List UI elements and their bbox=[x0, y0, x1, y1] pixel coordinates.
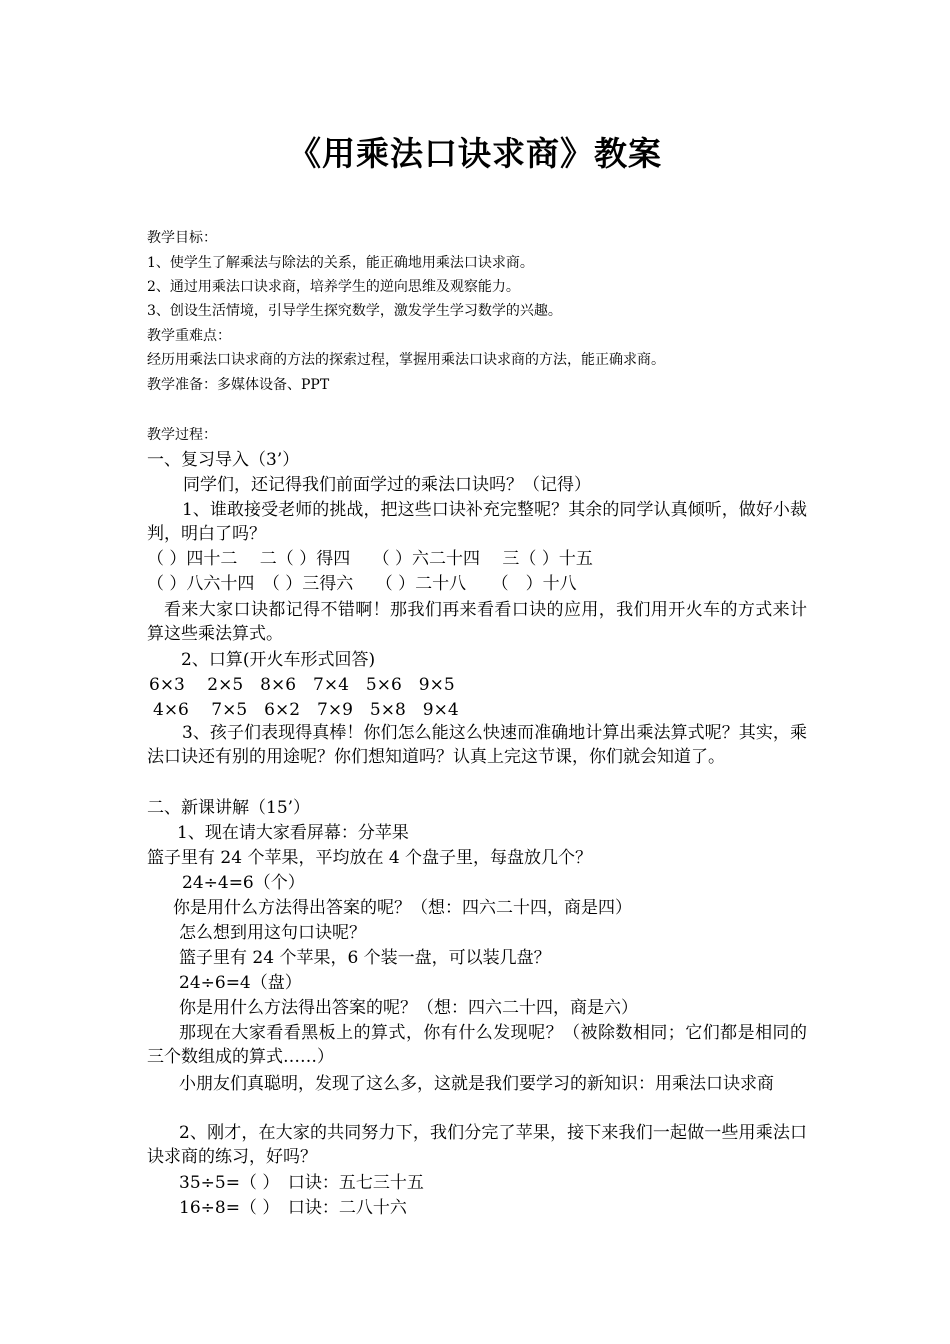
fill-blank-row: （ ）四十二 二（ ）得四 （ ）六二十四 三（ ）十五 bbox=[147, 549, 593, 569]
fill-blank-row: （ ）八六十四 （ ）三得六 （ ）二十八 （ ）十八 bbox=[147, 574, 577, 594]
new-lesson-step-2: 2、刚才，在大家的共同努力下，我们分完了苹果，接下来我们一起做一些用乘法口诀求商的练习，好吗？ bbox=[147, 1123, 807, 1167]
problem-text: 篮子里有 24 个苹果，平均放在 4 个盘子里，每盘放几个？ bbox=[147, 848, 593, 868]
difficulty-heading: 教学重难点： bbox=[147, 328, 231, 344]
difficulty-text: 经历用乘法口诀求商的方法的探索过程，掌握用乘法口诀求商的方法，能正确求商。 bbox=[147, 352, 665, 368]
oral-calc-row: 6×3 2×5 8×6 7×4 5×6 9×5 bbox=[149, 675, 455, 695]
exercise-item: 16÷8=（ ） 口诀：二八十六 bbox=[179, 1198, 407, 1218]
goal-item: 1、使学生了解乘法与除法的关系，能正确地用乘法口诀求商。 bbox=[147, 255, 534, 271]
question-text: 你是用什么方法得出答案的呢？（想：四六二十四，商是六） bbox=[179, 998, 638, 1018]
goals-heading: 教学目标： bbox=[147, 230, 217, 246]
document-title: 《用乘法口诀求商》教案 bbox=[288, 134, 662, 173]
goal-item: 2、通过用乘法口诀求商，培养学生的逆向思维及观察能力。 bbox=[147, 279, 520, 295]
process-heading: 教学过程： bbox=[147, 427, 217, 443]
review-question-3: 3、孩子们表现得真棒！你们怎么能这么快速而准确地计算出乘法算式呢？其实，乘法口诀还有别的用途呢？你们想知道吗？认真上完这节课，你们就会知道了。 bbox=[147, 723, 807, 767]
problem-text: 篮子里有 24 个苹果，6 个装一盘，可以装几盘？ bbox=[179, 948, 551, 968]
question-text: 怎么想到用这句口诀呢？ bbox=[179, 923, 366, 943]
goal-item: 3、创设生活情境，引导学生探究数学，激发学生学习数学的兴趣。 bbox=[147, 303, 562, 319]
exercise-item: 35÷5=（ ） 口诀：五七三十五 bbox=[179, 1173, 424, 1193]
question-text: 你是用什么方法得出答案的呢？（想：四六二十四，商是四） bbox=[173, 898, 632, 918]
section-heading-review: 一、复习导入（3’） bbox=[147, 450, 300, 470]
review-transition: 看来大家口诀都记得不错啊！那我们再来看看口诀的应用，我们用开火车的方式来计算这些乘法算式。 bbox=[147, 600, 807, 644]
question-text: 小朋友们真聪明，发现了这么多，这就是我们要学习的新知识：用乘法口诀求商 bbox=[179, 1074, 774, 1094]
equation: 24÷4=6（个） bbox=[182, 873, 305, 893]
section-heading-new-lesson: 二、新课讲解（15’） bbox=[147, 798, 311, 818]
question-text: 那现在大家看看黑板上的算式，你有什么发现呢？（被除数相同；它们都是相同的三个数组成的算式……） bbox=[147, 1023, 807, 1067]
review-question-1: 1、谁敢接受老师的挑战，把这些口诀补充完整呢？其余的同学认真倾听，做好小裁判，明白了吗？ bbox=[147, 500, 807, 544]
review-intro: 同学们，还记得我们前面学过的乘法口诀吗？（记得） bbox=[183, 475, 591, 495]
equation: 24÷6=4（盘） bbox=[179, 973, 302, 993]
new-lesson-step-1: 1、现在请大家看屏幕：分苹果 bbox=[177, 823, 409, 843]
review-question-2: 2、口算(开火车形式回答) bbox=[181, 650, 376, 670]
teaching-prep: 教学准备：多媒体设备、PPT bbox=[147, 377, 330, 393]
oral-calc-row: 4×6 7×5 6×2 7×9 5×8 9×4 bbox=[153, 700, 459, 720]
